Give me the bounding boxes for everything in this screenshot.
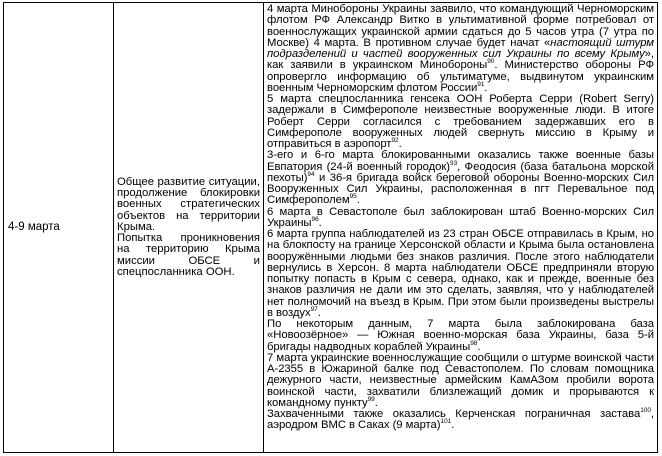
footnote-ref: 91 bbox=[477, 80, 485, 88]
footnote-ref: 93 bbox=[450, 159, 458, 167]
footnote-ref: 99 bbox=[367, 395, 375, 403]
footnote-ref: 90 bbox=[487, 58, 495, 66]
event-paragraph: 5 марта спецпосланника генсека ООН Роберта Серри (Robert Serry) задержали в Симферополе неизвестные вооруженные люди. В итоге Роберт Серри согласился с требованием задержавших его в Симферополе вооруженных людей свернуть миссию в Крыму и отправиться в аэропорт$^{92}$. bbox=[267, 93, 654, 150]
event-paragraph: 3-его и 6-го марта блокированными оказались также военные базы Евпатория (24-й военный городок)$^{93}$, Феодосия (база батальона морской пехоты)$^{94}$ и 36-я бригада войск береговой обороны Военно-морских Сил Вооруженных Сил Украины, расположенная в пгт Перевальное под Симферополем$^{95}$. bbox=[267, 149, 654, 207]
event-paragraph: 7 марта украинские военнослужащие сообщили о штурме воинской части А-2355 в Южариной балке под Севастополем. По словам помощника дежурного части, неизвестные армейским КамАЗом пробили ворота воинской части, захватили близлежащий домик и прорываются к командному пункту$^{99}$. bbox=[267, 351, 654, 409]
events-cell bbox=[264, 3, 658, 453]
summary-cell bbox=[114, 3, 264, 453]
event-paragraph: 4 марта Минобороны Украины заявило, что командующий Черноморским флотом РФ Александр Витко в ультимативной форме потребовал от военнослужащих украинской армии сдаться до 5 часов утра (7 утра по Москве) 4 марта. В противном случае будет начат «настоящий штурм подразделений и частей вооруженных сил Украины по всему Крыму», как заявили в украинском Минобороны$^{90}$. Министерство обороны РФ опровергло информацию об ультиматуме, выдвинутом украинским военным Черноморским флотом России$^{91}$. bbox=[267, 3, 654, 94]
footnote-ref: 96 bbox=[311, 215, 319, 223]
date-cell: 4-9 марта bbox=[4, 3, 114, 453]
table-row bbox=[4, 3, 658, 453]
event-paragraph: Захваченными также оказались Керченская пограничная застава$^{100}$, аэродром ВМС в Саках (9 марта)$^{101}$. bbox=[267, 407, 654, 432]
footnote-ref: 101 bbox=[440, 418, 452, 426]
event-paragraph: 6 марта в Севастополе был заблокирован штаб Военно-морских Сил Украины$^{96}$. bbox=[267, 205, 654, 229]
footnote-ref: 98 bbox=[470, 339, 478, 347]
footnote-ref: 92 bbox=[391, 137, 399, 145]
footnote-ref: 100 bbox=[640, 407, 651, 415]
event-paragraph: 6 марта группа наблюдателей из 23 стран ОБСЕ отправилась в Крым, но на блокпосту на границе Херсонской области и Крыма была остановлена вооружёнными людьми без знаков различия. После этого наблюдатели вернулись в Херсон. 8 марта наблюдатели ОБСЕ предприняли вторую попытку попасть в Крым с севера, однако, как и прежде, военные без знаков различия не дали им это сделать, заявляя, что у наблюдателей нет полномочий на въезд в Крым. При этом были произведены выстрелы в воздух$^{97}$. bbox=[267, 228, 654, 319]
footnote-ref: 94 bbox=[307, 170, 315, 178]
events-table bbox=[3, 2, 658, 453]
summary-paragraph: Попытка проникновения на территорию Крыма миссии ОБСЕ и спецпосланника ООН. bbox=[117, 232, 260, 278]
quote-emphasis: настоящий штурм подразделений и частей вооруженных сил Украины по всему Крыму bbox=[267, 36, 654, 60]
footnote-ref: 95 bbox=[349, 193, 357, 201]
summary-paragraph: Общее развитие ситуации, продолжение блокировки военных стратегических объектов на территории Крыма. bbox=[117, 175, 260, 233]
footnote-ref: 97 bbox=[310, 305, 318, 313]
event-paragraph: По некоторым данным, 7 марта была заблокирована база «Новоозёрное» — Южная военно-морская база Украины, база 5-й бригады надводных кораблей Украины$^{98}$. bbox=[267, 318, 654, 353]
